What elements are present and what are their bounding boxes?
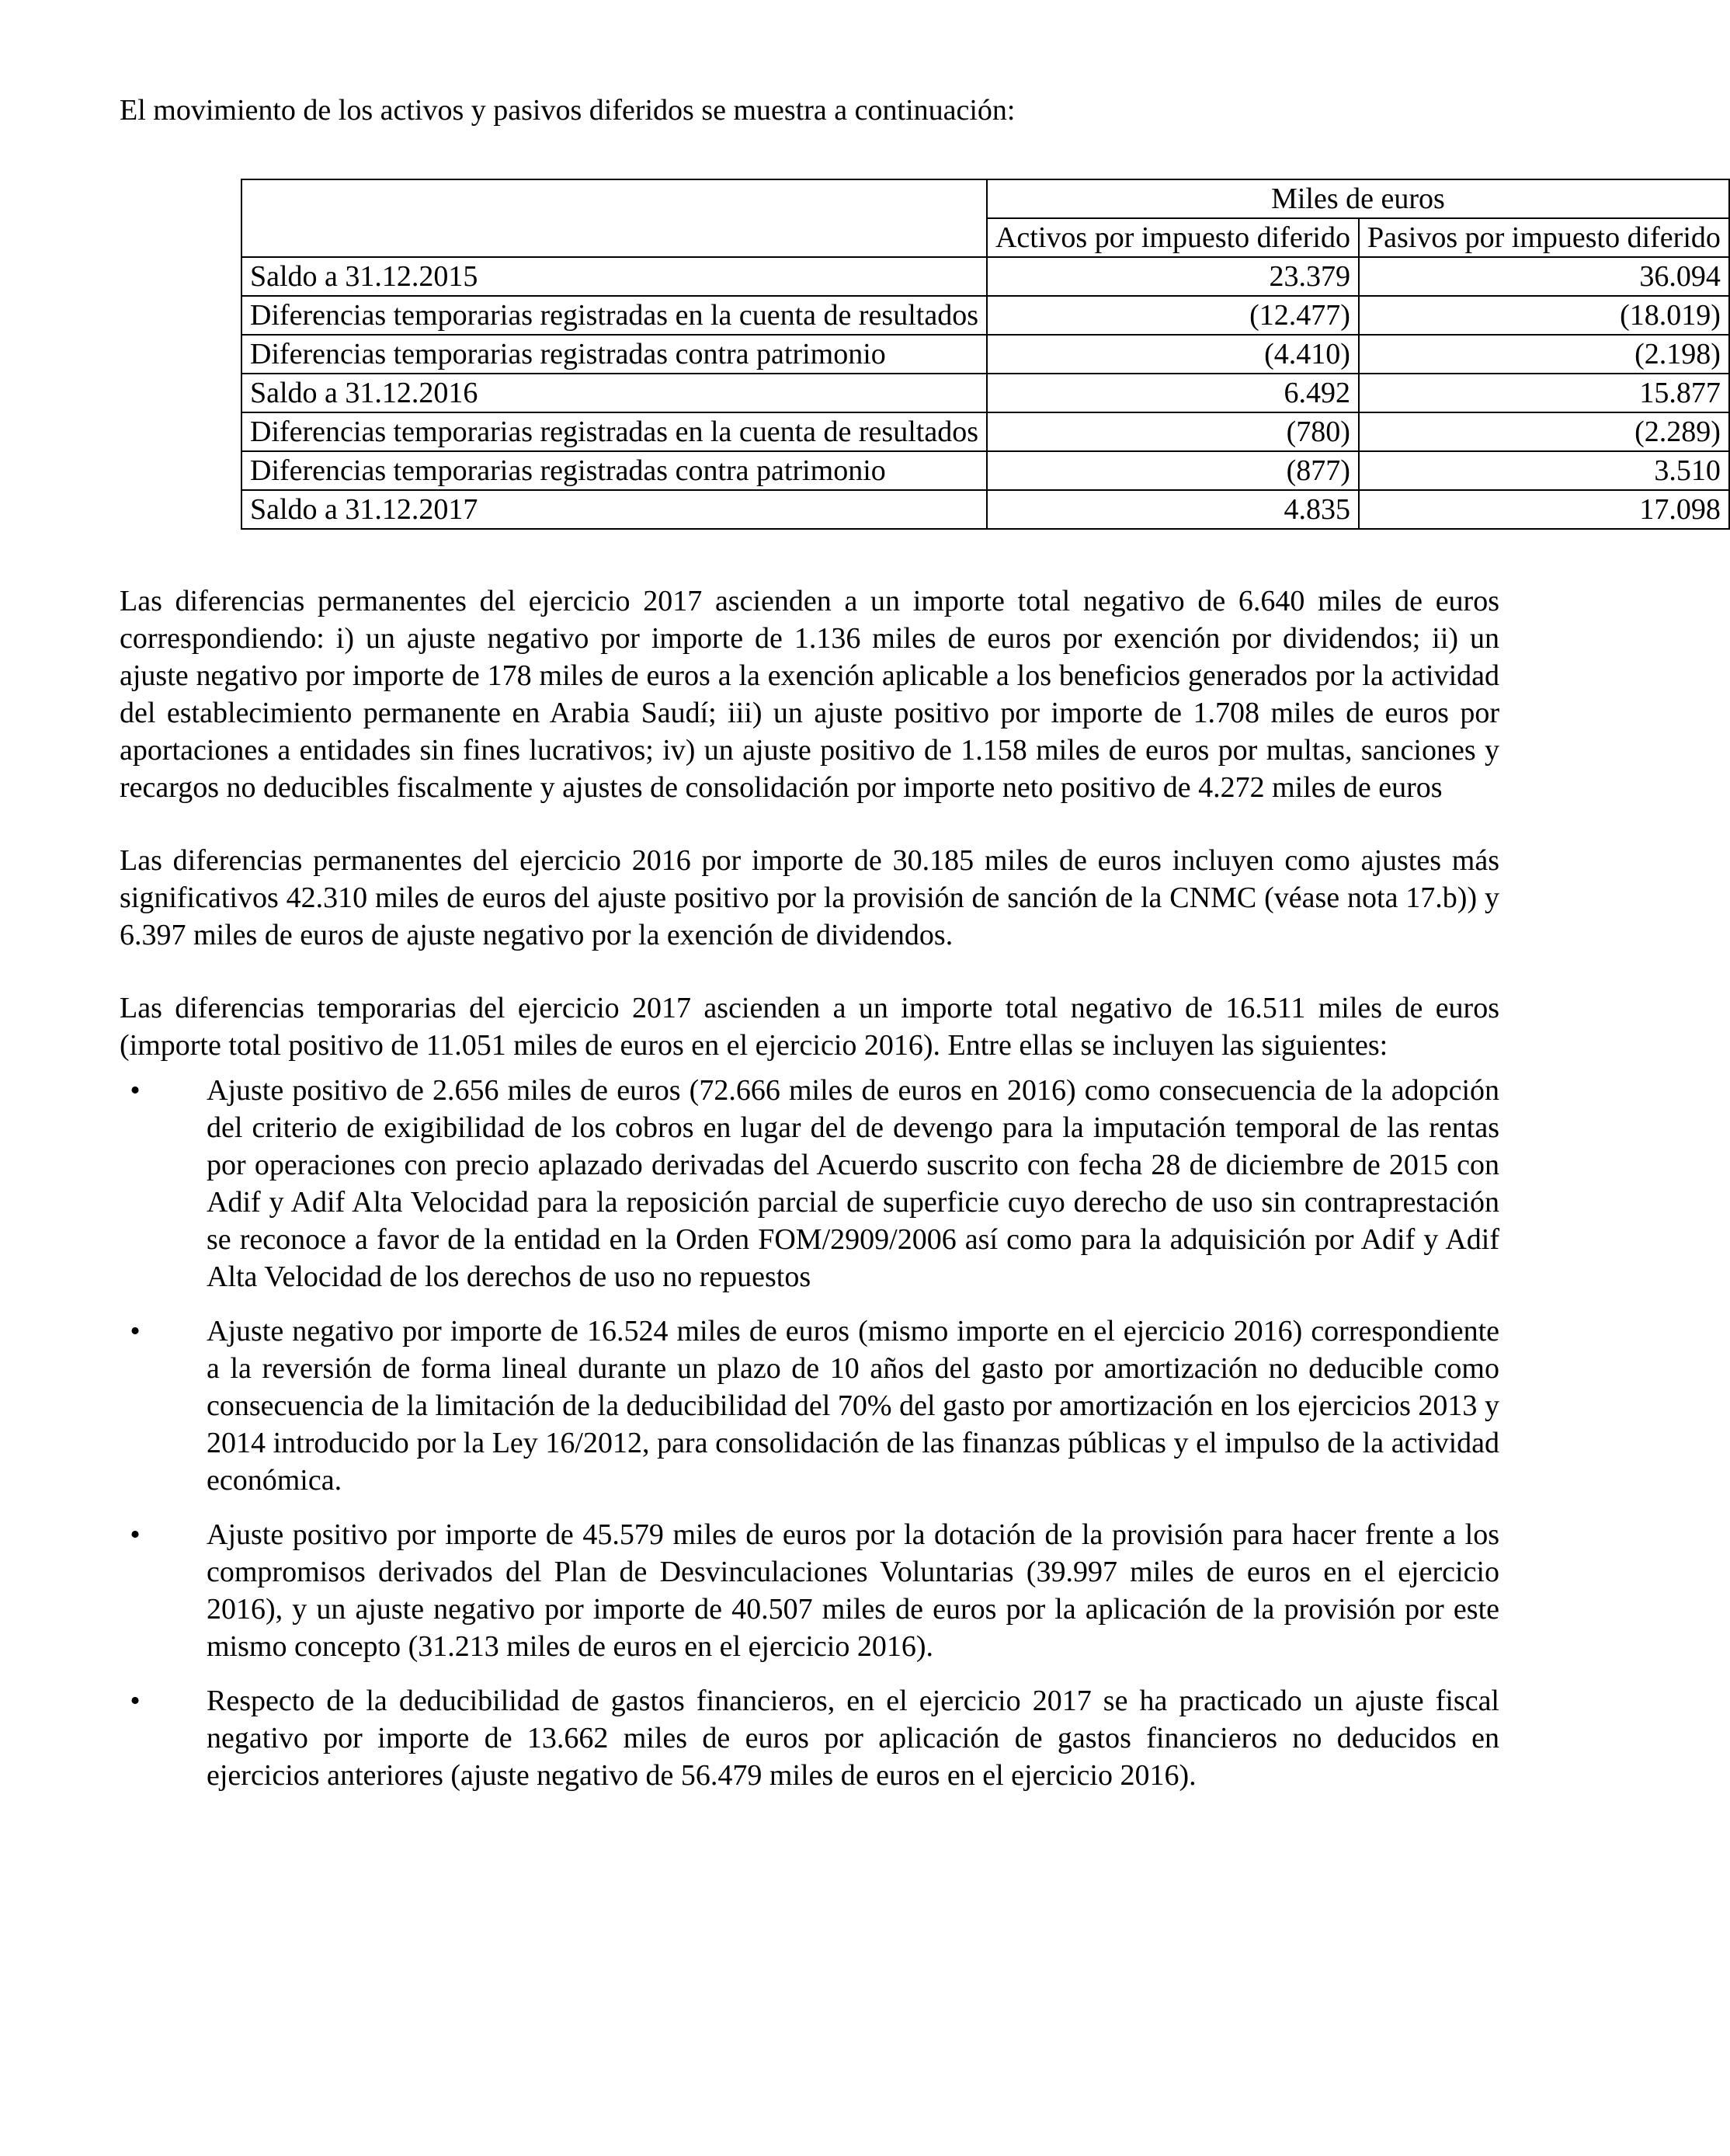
- row-activos: (780): [987, 412, 1359, 451]
- list-item-text: Ajuste positivo por importe de 45.579 miles de euros por la dotación de la provisión para hacer frente a los compromisos derivados del Plan de Desvinculaciones Voluntarias (39.997 miles de euros en el ejercicio 2016), y un ajuste negativo por importe de 40.507 miles de euros por la aplicación de la provisión por este mismo concepto (31.213 miles de euros en el ejercicio 2016).: [207, 1518, 1499, 1663]
- row-pasivos: 17.098: [1359, 490, 1729, 529]
- list-item-text: Ajuste negativo por importe de 16.524 miles de euros (mismo importe en el ejercicio 2016) correspondiente a la reversión de forma lineal durante un plazo de 10 años del gasto por amortización no deducible como consecuencia de la limitación de la deducibilidad del 70% del gasto por amortización en los ejercicios 2013 y 2014 introducido por la Ley 16/2012, para consolidación de las finanzas públicas y el impulso de la actividad económica.: [207, 1315, 1499, 1497]
- row-activos: (4.410): [987, 335, 1359, 374]
- list-item: [120, 1682, 1499, 1794]
- table-row: [241, 490, 1729, 529]
- row-pasivos: 3.510: [1359, 451, 1729, 490]
- bullet-icon: •: [130, 1315, 141, 1348]
- row-label: Diferencias temporarias registradas contra patrimonio: [241, 335, 987, 374]
- bullet-icon: •: [130, 1518, 141, 1551]
- row-pasivos: (18.019): [1359, 296, 1729, 335]
- list-item-text: Respecto de la deducibilidad de gastos financieros, en el ejercicio 2017 se ha practicado un ajuste fiscal negativo por importe de 13.662 miles de euros por aplicación de gastos financieros no deducidos en ejercicios anteriores (ajuste negativo de 56.479 miles de euros en el ejercicio 2016).: [207, 1685, 1499, 1792]
- row-label: Diferencias temporarias registradas en la cuenta de resultados: [241, 412, 987, 451]
- bullet-icon: •: [130, 1685, 141, 1717]
- paragraph-temporarias-2017: Las diferencias temporarias del ejercicio 2017 ascienden a un importe total negativo de 16.511 miles de euros (importe total positivo de 11.051 miles de euros en el ejercicio 2016). Entre ellas se incluyen las siguientes:: [120, 992, 1499, 1062]
- row-pasivos: (2.198): [1359, 335, 1729, 374]
- deferred-tax-table: [241, 179, 1730, 530]
- table-row: [241, 296, 1729, 335]
- bullet-icon: •: [130, 1074, 141, 1107]
- paragraph-permanentes-2016: Las diferencias permanentes del ejercicio 2016 por importe de 30.185 miles de euros incluyen como ajustes más significativos 42.310 miles de euros del ajuste positivo por la provisión de sanción de la CNMC (véase nota 17.b)) y 6.397 miles de euros de ajuste negativo por la exención de dividendos.: [120, 844, 1499, 951]
- row-activos: (877): [987, 451, 1359, 490]
- row-label: Saldo a 31.12.2017: [241, 490, 987, 529]
- list-item: [120, 1516, 1499, 1665]
- row-activos: 6.492: [987, 374, 1359, 412]
- paragraph-permanentes-2017: Las diferencias permanentes del ejercicio 2017 ascienden a un importe total negativo de 6.640 miles de euros correspondiendo: i) un ajuste negativo por importe de 1.136 miles de euros por exención por dividendos; ii) un ajuste negativo por importe de 178 miles de euros a la exención aplicable a los beneficios generados por la actividad del establecimiento permanente en Arabia Saudí; iii) un ajuste positivo por importe de 1.708 miles de euros por aportaciones a entidades sin fines lucrativos; iv) un ajuste positivo de 1.158 miles de euros por multas, sanciones y recargos no deducibles fiscalmente y ajustes de consolidación por importe neto positivo de 4.272 miles de euros: [120, 585, 1499, 804]
- table-row: [241, 335, 1729, 374]
- table-row: [241, 412, 1729, 451]
- header-activos: Activos por impuesto diferido: [987, 218, 1359, 257]
- header-miles-de-euros: Miles de euros: [987, 179, 1729, 218]
- list-item: [120, 1072, 1499, 1295]
- row-pasivos: (2.289): [1359, 412, 1729, 451]
- intro-text: El movimiento de los activos y pasivos diferidos se muestra a continuación:: [120, 94, 1016, 127]
- row-label: Diferencias temporarias registradas en la cuenta de resultados: [241, 296, 987, 335]
- table-row: [241, 451, 1729, 490]
- list-item-text: Ajuste positivo de 2.656 miles de euros (72.666 miles de euros en 2016) como consecuencia de la adopción del criterio de exigibilidad de los cobros en lugar del de devengo para la imputación temporal de las rentas por operaciones con precio aplazado derivadas del Acuerdo suscrito con fecha 28 de diciembre de 2015 con Adif y Adif Alta Velocidad para la reposición parcial de superficie cuyo derecho de uso sin contraprestación se reconoce a favor de la entidad en la Orden FOM/2909/2006 así como para la adquisición por Adif y Adif Alta Velocidad de los derechos de uso no repuestos: [207, 1074, 1499, 1293]
- row-label: Saldo a 31.12.2015: [241, 257, 987, 296]
- table-row: [241, 374, 1729, 412]
- row-activos: 4.835: [987, 490, 1359, 529]
- document-page: [120, 92, 1721, 1811]
- table-header-empty: [241, 179, 987, 257]
- row-label: Saldo a 31.12.2016: [241, 374, 987, 412]
- row-activos: (12.477): [987, 296, 1359, 335]
- row-pasivos: 36.094: [1359, 257, 1729, 296]
- list-item: [120, 1313, 1499, 1499]
- row-label: Diferencias temporarias registradas contra patrimonio: [241, 451, 987, 490]
- row-activos: 23.379: [987, 257, 1359, 296]
- header-pasivos: Pasivos por impuesto diferido: [1359, 218, 1729, 257]
- table-row: [241, 257, 1729, 296]
- bullet-list: [120, 1072, 1499, 1794]
- table-header-row-1: [241, 179, 1729, 218]
- row-pasivos: 15.877: [1359, 374, 1729, 412]
